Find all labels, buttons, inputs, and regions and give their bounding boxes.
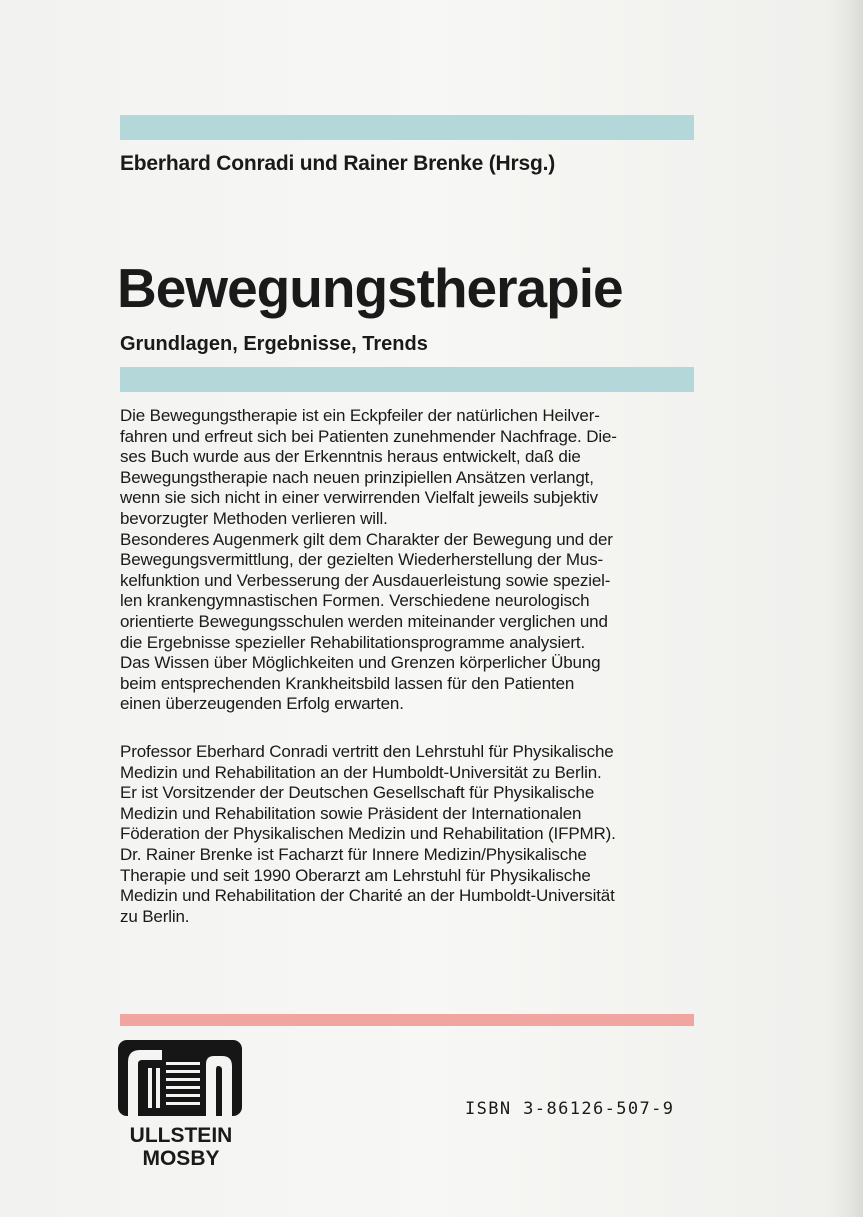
blurb-line: beim entsprechenden Krankheitsbild lassen für den Patienten xyxy=(120,673,575,693)
book-title: Bewegungstherapie xyxy=(117,257,623,319)
bio-line: Therapie und seit 1990 Oberarzt am Lehrstuhl für Physikalische xyxy=(120,865,591,885)
bio-line: Professor Eberhard Conradi vertritt den Lehrstuhl für Physikalische xyxy=(120,742,614,761)
editors-bio-paragraph xyxy=(120,742,616,927)
blurb-line: Das Wissen über Möglichkeiten und Grenzen körperlicher Übung xyxy=(120,653,601,673)
blurb-line: Bewegungsvermittlung, der gezielten Wiederherstellung der Mus- xyxy=(120,550,604,570)
blurb-line: die Ergebnisse spezieller Rehabilitationsprogramme analysiert. xyxy=(120,632,586,652)
bio-line: Medizin und Rehabilitation sowie Präsident der Internationalen xyxy=(120,803,582,823)
blurb-line: einen überzeugenden Erfolg erwarten. xyxy=(120,694,404,714)
blurb-line: ses Buch wurde aus der Erkenntnis heraus entwickelt, daß die xyxy=(120,447,581,467)
teal-rule-middle xyxy=(120,367,694,392)
book-subtitle: Grundlagen, Ergebnisse, Trends xyxy=(120,333,428,355)
publisher-line-2: MOSBY xyxy=(142,1147,220,1170)
blurb-line: fahren und erfreut sich bei Patienten zunehmender Nachfrage. Die- xyxy=(120,426,617,446)
teal-rule-top xyxy=(120,115,694,140)
red-rule-bottom xyxy=(120,1014,694,1026)
blurb-line: Besonderes Augenmerk gilt dem Charakter der Bewegung und der xyxy=(120,529,613,549)
cover-edge-shadow xyxy=(827,0,863,1217)
publisher-name xyxy=(118,1124,244,1170)
blurb-line: Bewegungstherapie nach neuen prinzipiellen Ansätzen verlangt, xyxy=(120,467,594,487)
bio-line: Föderation der Physikalischen Medizin und Rehabilitation (IFPMR). xyxy=(120,824,616,844)
authors-line: Eberhard Conradi und Rainer Brenke (Hrsg.) xyxy=(120,152,556,175)
blurb-line: orientierte Bewegungsschulen werden miteinander verglichen und xyxy=(120,611,608,631)
blurb-line: wenn sie sich nicht in einer verwirrenden Vielfalt jeweils subjektiv xyxy=(120,488,598,508)
bio-line: Medizin und Rehabilitation an der Humboldt-Universität zu Berlin. xyxy=(120,762,602,782)
blurb-paragraph xyxy=(120,406,617,715)
blurb-line: bevorzugter Methoden verlieren will. xyxy=(120,508,388,528)
publisher-line-1: ULLSTEIN xyxy=(129,1124,233,1147)
bio-line: Er ist Vorsitzender der Deutschen Gesellschaft für Physikalische xyxy=(120,783,595,803)
blurb-line: Die Bewegungstherapie ist ein Eckpfeiler der natürlichen Heilver- xyxy=(120,406,600,425)
bio-line: Medizin und Rehabilitation der Charité an der Humboldt-Universität xyxy=(120,886,615,906)
bio-line: Dr. Rainer Brenke ist Facharzt für Innere Medizin/Physikalische xyxy=(120,844,587,864)
ullstein-mosby-logo-icon xyxy=(118,1040,242,1116)
blurb-line: kelfunktion und Verbesserung der Ausdauerleistung sowie speziel- xyxy=(120,570,611,590)
isbn-number: ISBN 3-86126-507-9 xyxy=(465,1099,675,1119)
blurb-line: len krankengymnastischen Formen. Verschiedene neurologisch xyxy=(120,591,590,611)
bio-line: zu Berlin. xyxy=(120,906,190,926)
